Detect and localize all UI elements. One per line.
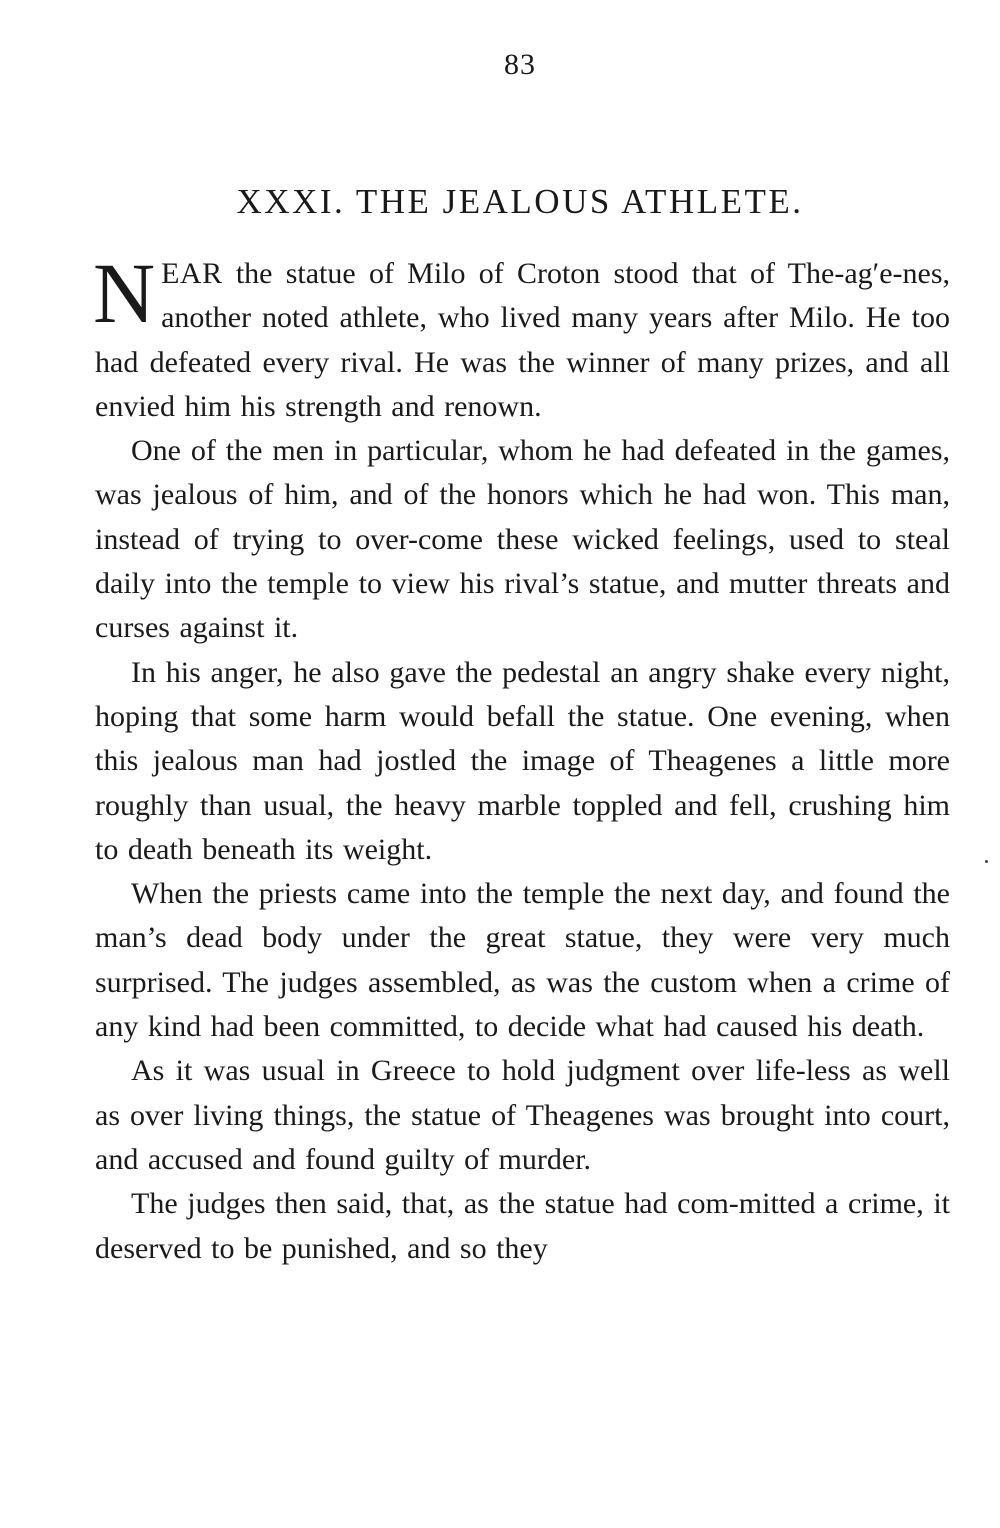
story-body (93, 245, 950, 1271)
paragraph-1-text: the statue of Milo of Croton stood that of The-ag′e-nes, another noted athlete, who lived many years after Milo. He too had defeated every rival. He was the winner of many prizes, and all envied him his strength and renown. (95, 257, 950, 423)
paragraph-3: In his anger, he also gave the pedestal an angry shake every night, hoping that some harm would befall the statue. One evening, when this jealous man had jostled the image of Theagenes a little more roughly than usual, the heavy marble toppled and fell, crushing him to death beneath its weight. (95, 655, 950, 866)
paragraph-6: The judges then said, that, as the statue had com-mitted a crime, it deserved to be punished, and so they (95, 1187, 950, 1265)
page-number: 83 (504, 48, 536, 81)
paragraph-1 (93, 245, 950, 429)
opening-word-rest: EAR (161, 257, 223, 290)
paragraph-5: As it was usual in Greece to hold judgment over life-less as well as over living things, the statue of Theagenes was brought into court, and accused and found guilty of murder. (95, 1054, 950, 1176)
paragraph-2: One of the men in particular, whom he had defeated in the games, was jealous of him, and of the honors which he had won. This man, instead of trying to over-come these wicked feelings, used to steal daily into the temple to view his rival’s statue, and mutter threats and curses against it. (95, 434, 950, 645)
chapter-title: XXXI. THE JEALOUS ATHLETE. (236, 182, 804, 221)
drop-cap: N (93, 245, 156, 341)
print-speck (985, 860, 988, 863)
paragraph-4: When the priests came into the temple the next day, and found the man’s dead body under the great statue, they were very much surprised. The judges assembled, as was the custom when a crime of any kind had been committed, to decide what had caused his death. (95, 877, 950, 1044)
